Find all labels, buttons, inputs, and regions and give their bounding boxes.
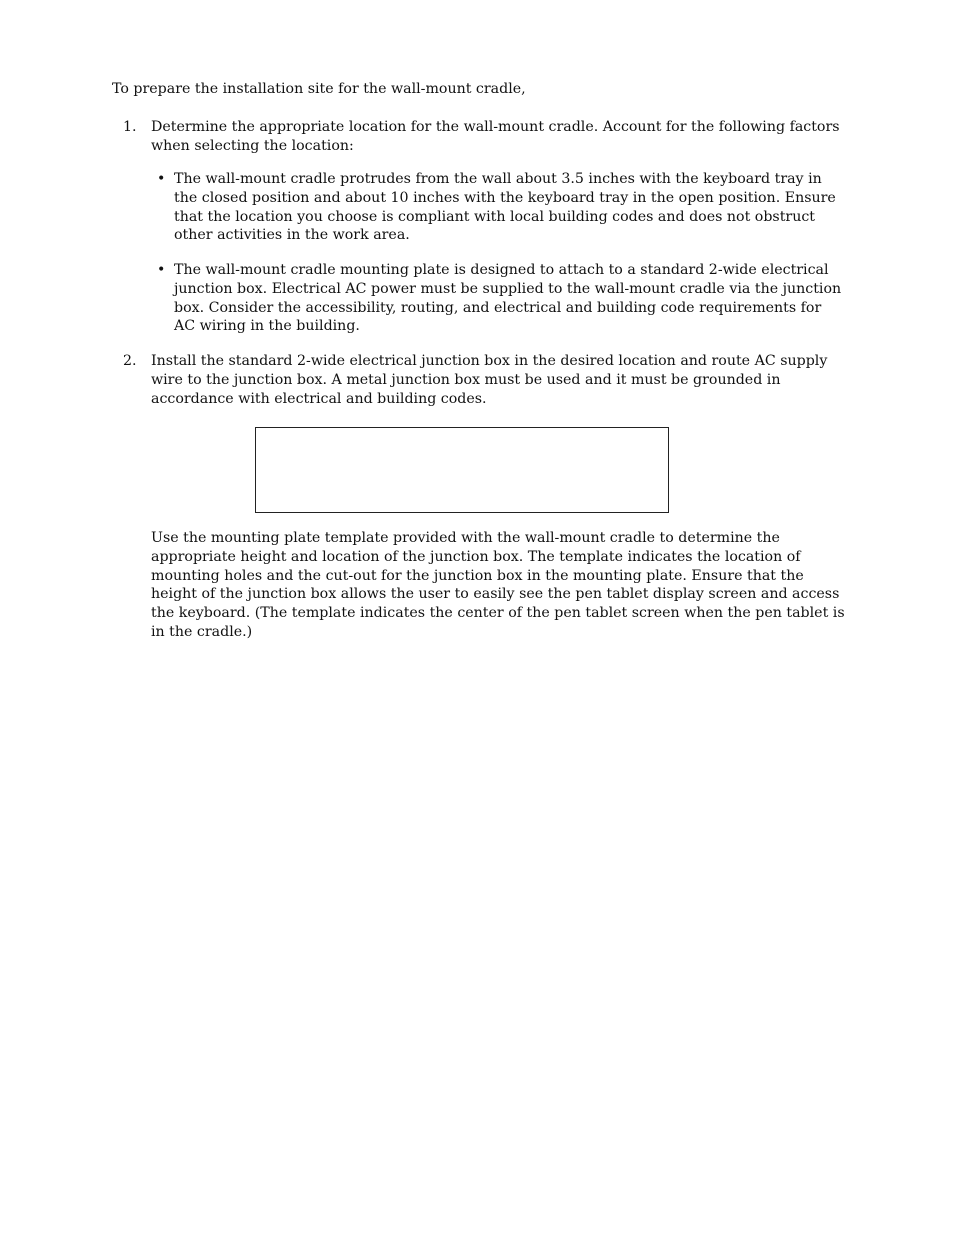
bullet-marker: • — [157, 171, 166, 187]
step-number: 1. — [123, 119, 137, 135]
empty-note-box — [255, 427, 669, 513]
intro-text: To prepare the installation site for the wall-mount cradle, — [112, 81, 526, 97]
bullet-marker: • — [157, 262, 166, 278]
step-text: Install the standard 2-wide electrical junction box in the desired location and route AC supply wire to the junction box. A metal junction box must be used and it must be grounded in accordance with electrical and building codes. — [151, 353, 828, 407]
followup-paragraph: Use the mounting plate template provided with the wall-mount cradle to determine the appropriate height and location of the junction box. The template indicates the location of mounting holes and the cut-out for the junction box in the mounting plate. Ensure that the height of the junction box allows the user to easily see the pen tablet display screen and access the keyboard. (The template indicates the center of the pen tablet screen when the pen tablet is in the cradle.) — [151, 530, 845, 640]
bullet-text: The wall-mount cradle protrudes from the wall about 3.5 inches with the keyboard tray in the closed position and about 10 inches with the keyboard tray in the open position. Ensure that the location you choose is compliant with local building codes and does not obstruct other activities in the work area. — [174, 171, 836, 244]
bullet-text: The wall-mount cradle mounting plate is designed to attach to a standard 2-wide electrical junction box. Electrical AC power must be supplied to the wall-mount cradle via the junction box. Consider the accessibility, routing, and electrical and building code requirements for AC wiring in the building. — [174, 262, 842, 335]
step-text: Determine the appropriate location for the wall-mount cradle. Account for the following factors when selecting the location: — [151, 119, 840, 154]
step-number: 2. — [123, 353, 137, 369]
